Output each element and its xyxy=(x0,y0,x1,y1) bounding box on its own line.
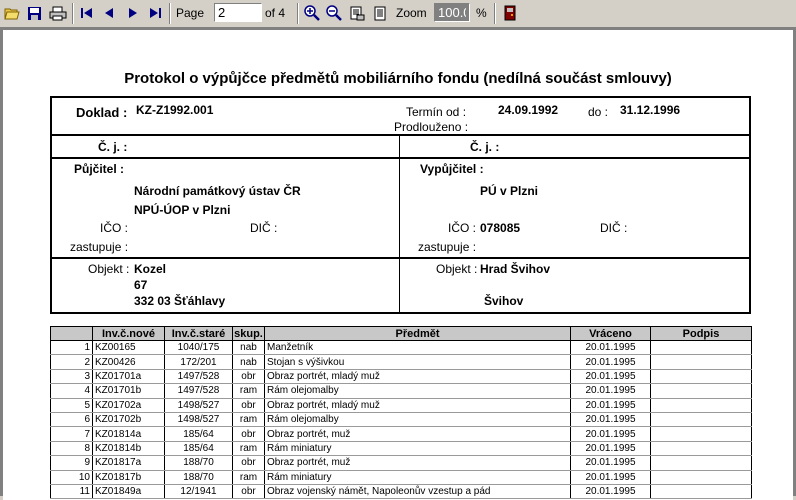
group-cell: nab xyxy=(233,341,265,355)
divider xyxy=(52,134,749,136)
table-row xyxy=(51,412,752,426)
dic-label-left: DIČ : xyxy=(250,221,278,235)
column-header: Inv.č.staré xyxy=(165,327,233,341)
do-value: 31.12.1996 xyxy=(620,103,681,117)
row-number-cell: 7 xyxy=(51,427,93,441)
column-header: Vráceno xyxy=(571,327,651,341)
page-number-input[interactable] xyxy=(214,3,262,22)
page-count-label: of 4 xyxy=(265,6,286,20)
cj-label-left: Č. j. : xyxy=(98,140,128,154)
group-cell: ram xyxy=(233,384,265,398)
objekt-line2: 67 xyxy=(134,278,148,292)
group-cell: obr xyxy=(233,427,265,441)
objekt-right-line2: Švihov xyxy=(484,294,524,308)
inv-old-cell: 12/1941 xyxy=(165,484,233,498)
item-name-cell: Obraz portrét, mladý muž xyxy=(265,398,571,412)
group-cell: obr xyxy=(233,369,265,383)
zoom-out-icon[interactable] xyxy=(324,4,344,22)
inv-new-cell: KZ01817a xyxy=(93,456,165,470)
inv-old-cell: 188/70 xyxy=(165,456,233,470)
column-header: Inv.č.nové xyxy=(93,327,165,341)
item-name-cell: Stojan s výšivkou xyxy=(265,355,571,369)
column-header: skup. xyxy=(234,327,263,340)
item-name-cell: Obraz vojenský námět, Napoleonův vzestup a pád xyxy=(265,484,571,498)
report-toolbar xyxy=(0,0,796,28)
cj-label-right: Č. j. : xyxy=(470,140,500,154)
signature-cell xyxy=(651,384,752,398)
page-label: Page xyxy=(176,6,205,20)
ico-label-left: IČO : xyxy=(100,221,129,235)
signature-cell xyxy=(651,484,752,498)
returned-date-cell: 20.01.1995 xyxy=(571,369,651,383)
inv-old-cell: 172/201 xyxy=(165,355,233,369)
pujcitel-line1: Národní památkový ústav ČR xyxy=(134,184,301,198)
toolbar-separator xyxy=(297,3,299,24)
row-number-cell: 9 xyxy=(51,456,93,470)
signature-cell xyxy=(651,398,752,412)
objekt-line3: 332 03 Šťáhlavy xyxy=(134,294,226,308)
item-name-cell: Rám olejomalby xyxy=(265,384,571,398)
table-row xyxy=(51,484,752,498)
zastupuje-label-right: zastupuje : xyxy=(418,240,477,254)
inv-new-cell: KZ01814a xyxy=(93,427,165,441)
signature-cell xyxy=(651,427,752,441)
save-icon[interactable] xyxy=(24,4,44,22)
row-number-cell: 10 xyxy=(51,470,93,484)
returned-date-cell: 20.01.1995 xyxy=(571,441,651,455)
termin-label: Termín od : xyxy=(406,105,467,119)
table-header-row xyxy=(51,327,752,341)
inv-old-cell: 1498/527 xyxy=(165,398,233,412)
table-row xyxy=(51,398,752,412)
objekt-right-line1: Hrad Švihov xyxy=(480,262,551,276)
table-row xyxy=(51,384,752,398)
column-header: Podpis xyxy=(651,327,752,341)
row-number-cell: 4 xyxy=(51,384,93,398)
pujcitel-line2: NPÚ-ÚOP v Plzni xyxy=(134,203,231,217)
inv-old-cell: 1498/527 xyxy=(165,412,233,426)
last-page-icon[interactable] xyxy=(146,4,164,22)
inv-old-cell: 185/64 xyxy=(165,427,233,441)
divider xyxy=(52,257,749,259)
previous-page-icon[interactable] xyxy=(100,4,118,22)
prodlouzeno-label: Prodlouženo : xyxy=(394,120,469,134)
table-row xyxy=(51,456,752,470)
item-name-cell: Rám miniatury xyxy=(265,441,571,455)
signature-cell xyxy=(651,456,752,470)
column-divider xyxy=(399,135,400,314)
signature-cell xyxy=(651,341,752,355)
do-label: do : xyxy=(588,105,609,119)
print-icon[interactable] xyxy=(47,4,69,22)
whole-page-icon[interactable] xyxy=(370,4,390,22)
next-page-icon[interactable] xyxy=(124,4,142,22)
returned-date-cell: 20.01.1995 xyxy=(571,470,651,484)
returned-date-cell: 20.01.1995 xyxy=(571,384,651,398)
table-row xyxy=(51,369,752,383)
returned-date-cell: 20.01.1995 xyxy=(571,456,651,470)
open-folder-icon[interactable] xyxy=(2,4,22,22)
table-row xyxy=(51,441,752,455)
report-page xyxy=(3,30,793,500)
row-number-cell: 11 xyxy=(51,484,93,498)
signature-cell xyxy=(651,355,752,369)
inv-new-cell: KZ01817b xyxy=(93,470,165,484)
doklad-value: KZ-Z1992.001 xyxy=(136,103,214,117)
report-viewer[interactable] xyxy=(0,28,796,496)
table-row xyxy=(51,341,752,355)
signature-cell xyxy=(651,369,752,383)
group-cell: ram xyxy=(233,412,265,426)
item-name-cell: Rám olejomalby xyxy=(265,412,571,426)
doklad-label: Doklad : xyxy=(76,105,128,120)
group-cell: obr xyxy=(233,484,265,498)
returned-date-cell: 20.01.1995 xyxy=(571,355,651,369)
returned-date-cell: 20.01.1995 xyxy=(571,427,651,441)
vypujcitel-line1: PÚ v Plzni xyxy=(480,184,539,198)
row-number-cell: 5 xyxy=(51,398,93,412)
objekt-line1: Kozel xyxy=(134,262,167,276)
table-row xyxy=(51,470,752,484)
signature-cell xyxy=(651,412,752,426)
header-info-box xyxy=(50,96,751,314)
group-cell: obr xyxy=(233,456,265,470)
page-width-icon[interactable] xyxy=(347,4,367,22)
inv-new-cell: KZ01701a xyxy=(93,369,165,383)
signature-cell xyxy=(651,470,752,484)
signature-cell xyxy=(651,441,752,455)
inv-new-cell: KZ01849a xyxy=(93,484,165,498)
returned-date-cell: 20.01.1995 xyxy=(571,484,651,498)
row-number-cell: 2 xyxy=(51,355,93,369)
row-number-cell: 1 xyxy=(51,341,93,355)
items-table xyxy=(50,326,752,499)
zoom-label: Zoom xyxy=(396,6,427,20)
zastupuje-label-left: zastupuje : xyxy=(70,240,129,254)
group-cell: ram xyxy=(233,441,265,455)
divider xyxy=(52,157,749,159)
returned-date-cell: 20.01.1995 xyxy=(571,412,651,426)
document-title: Protokol o výpůjčce předmětů mobiliárního fondu (nedílná součást smlouvy) xyxy=(124,70,672,87)
zoom-in-icon[interactable] xyxy=(302,4,322,22)
inv-old-cell: 1497/528 xyxy=(165,369,233,383)
inv-new-cell: KZ01701b xyxy=(93,384,165,398)
item-name-cell: Obraz portrét, muž xyxy=(265,427,571,441)
table-row xyxy=(51,355,752,369)
inv-old-cell: 1040/175 xyxy=(165,341,233,355)
returned-date-cell: 20.01.1995 xyxy=(571,398,651,412)
toolbar-separator xyxy=(169,3,171,24)
group-cell: obr xyxy=(233,398,265,412)
toolbar-separator xyxy=(72,3,74,24)
inv-old-cell: 185/64 xyxy=(165,441,233,455)
ico-value-right: 078085 xyxy=(480,221,521,235)
termin-value: 24.09.1992 xyxy=(498,103,559,117)
dic-label-right: DIČ : xyxy=(600,221,628,235)
inv-new-cell: KZ00165 xyxy=(93,341,165,355)
pujcitel-label: Půjčitel : xyxy=(74,162,125,176)
item-name-cell: Obraz portrét, muž xyxy=(265,456,571,470)
exit-door-icon[interactable] xyxy=(500,4,520,22)
ico-label-right: IČO : xyxy=(448,221,477,235)
zoom-input[interactable] xyxy=(434,3,470,22)
inv-new-cell: KZ01702a xyxy=(93,398,165,412)
item-name-cell: Rám miniatury xyxy=(265,470,571,484)
row-number-cell: 8 xyxy=(51,441,93,455)
row-number-cell: 6 xyxy=(51,412,93,426)
inv-old-cell: 188/70 xyxy=(165,470,233,484)
objekt-label-left: Objekt : xyxy=(88,262,130,276)
column-header: Předmět xyxy=(265,327,571,341)
inv-new-cell: KZ01814b xyxy=(93,441,165,455)
inv-old-cell: 1497/528 xyxy=(165,384,233,398)
inv-new-cell: KZ01702b xyxy=(93,412,165,426)
vypujcitel-label: Vypůjčitel : xyxy=(420,162,484,176)
objekt-label-right: Objekt : xyxy=(436,262,478,276)
returned-date-cell: 20.01.1995 xyxy=(571,341,651,355)
column-header xyxy=(51,327,93,341)
group-cell: ram xyxy=(233,470,265,484)
zoom-unit-label: % xyxy=(476,6,487,20)
first-page-icon[interactable] xyxy=(78,4,96,22)
table-row xyxy=(51,427,752,441)
toolbar-separator xyxy=(494,3,496,24)
row-number-cell: 3 xyxy=(51,369,93,383)
inv-new-cell: KZ00426 xyxy=(93,355,165,369)
item-name-cell: Obraz portrét, mladý muž xyxy=(265,369,571,383)
items-table-body xyxy=(51,341,752,499)
group-cell: nab xyxy=(233,355,265,369)
item-name-cell: Manžetník xyxy=(265,341,571,355)
